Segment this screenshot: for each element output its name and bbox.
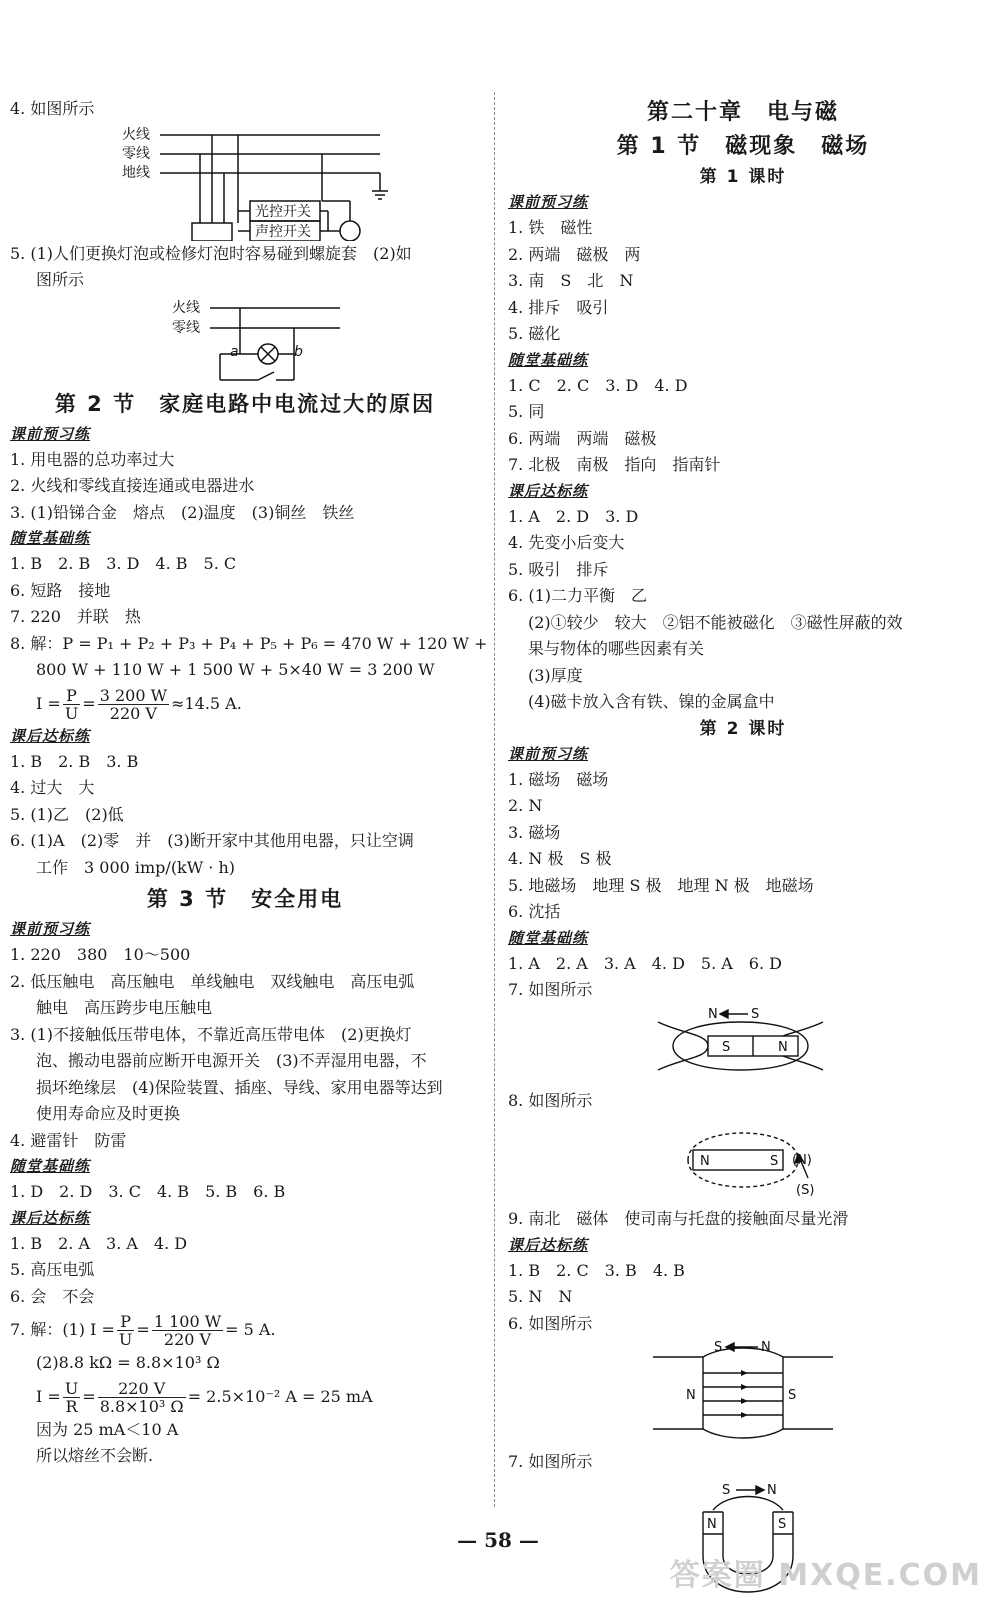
magnet-n-pole: N (778, 1039, 788, 1055)
l1-after-label: 课后达标练 (508, 481, 589, 500)
numerator: 1 100 W (153, 1312, 222, 1331)
numerator: P (117, 1313, 134, 1331)
s3-pre-5: 泡、搬动电器前应断开电源开关 (3)不弄湿用电器，不 (36, 1051, 427, 1070)
chapter-title: 第二十章 电与磁 (646, 100, 839, 125)
s3-pre-2: 2. 低压触电 高压触电 单线触电 双线触电 高压电弧 (10, 971, 415, 991)
l2-pre-2: 2. N (508, 796, 543, 815)
question-4: 4. 如图所示 (10, 99, 95, 118)
s3-pre-3: 触电 高压跨步电压触电 (36, 998, 213, 1017)
fig1-ground-label: 地线 (122, 164, 150, 181)
question-7b: 7. 如图所示 (508, 1452, 593, 1471)
s2-pre-2: 2. 火线和零线直接连通或电器进水 (10, 476, 255, 495)
formula-result: = 5 A. (225, 1320, 276, 1339)
s2-class-label: 随堂基础练 (10, 529, 91, 547)
l2-pre-5: 5. 地磁场 地理 S 极 地理 N 极 地磁场 (508, 875, 814, 895)
needle-n: N (767, 1482, 777, 1498)
s3-after-label: 课后达标练 (10, 1208, 91, 1227)
fig2-live-label: 火线 (172, 299, 200, 316)
fraction (117, 1313, 134, 1348)
needle-s: S (714, 1340, 723, 1355)
l2-class-label: 随堂基础练 (508, 928, 589, 947)
question-5-line1: 5. (1)人们更换灯泡或检修灯泡时容易碰到螺旋套 (2)如 (10, 243, 412, 263)
denominator: 220 V (109, 703, 157, 723)
l2-pre-4: 4. N 极 S 极 (508, 849, 612, 868)
fig2-neutral-label: 零线 (172, 319, 200, 336)
formula-result: = 2.5×10⁻² A = 25 mA (187, 1386, 373, 1406)
l2-preview-label: 课前预习练 (508, 744, 589, 763)
l1-class-label: 随堂基础练 (508, 350, 589, 369)
s2-after-5: 工作 3 000 imp/(kW · h) (36, 857, 236, 877)
lesson-2-title: 第 2 课时 (699, 718, 787, 739)
s2-class-1: 1. B 2. B 3. D 4. B 5. C (10, 554, 237, 573)
l2-class-2: 7. 如图所示 (508, 980, 593, 999)
column-divider (494, 92, 495, 1507)
numerator: 220 V (98, 1380, 186, 1398)
s2-after-label: 课后达标练 (10, 726, 91, 745)
magnet-n-pole: N (700, 1154, 710, 1169)
fig2-point-a: a (230, 343, 239, 360)
l1-after-1: 1. A 2. D 3. D (508, 506, 639, 526)
compass-s-label: (S) (796, 1183, 815, 1198)
l2-class-1: 1. A 2. A 3. A 4. D 5. A 6. D (508, 953, 782, 973)
fig2-point-b: b (294, 343, 303, 360)
needle-n: N (708, 1006, 718, 1022)
formula-lhs: 7. 解：(1) I = (10, 1320, 115, 1339)
l1-after-2: 4. 先变小后变大 (508, 533, 625, 552)
s2-class-3: 7. 220 并联 热 (10, 607, 141, 626)
horseshoe-s-pole: S (778, 1516, 787, 1532)
section-1-title: 第 1 节 磁现象 磁场 (616, 134, 870, 159)
s2-pre-1: 1. 用电器的总功率过大 (10, 449, 175, 469)
horseshoe-n-pole: N (707, 1516, 717, 1532)
fig1-sound-switch: 声控开关 (255, 223, 311, 240)
l1-class-3: 6. 两端 两端 磁极 (508, 428, 657, 448)
l1-pre-4: 4. 排斥 吸引 (508, 297, 609, 317)
fraction (98, 687, 169, 722)
section-3-title: 第 3 节 安全用电 (146, 887, 344, 911)
s3-mid: (2)8.8 kΩ = 8.8×10³ Ω (36, 1353, 220, 1372)
s3-class-label: 随堂基础练 (10, 1157, 91, 1175)
s2-after-3: 5. (1)乙 (2)低 (10, 804, 124, 824)
l1-preview-label: 课前预习练 (508, 193, 589, 211)
s2-class-4: 8. 解：P = P₁ + P₂ + P₃ + P₄ + P₅ + P₆ = 470 W + 120 W + (10, 633, 488, 653)
s2-after-4: 6. (1)A (2)零 并 (3)断开家中其他用电器，只让空调 (10, 831, 414, 850)
s3-pre-8: 4. 避雷针 防雷 (10, 1130, 127, 1150)
s3-after-3: 6. 会 不会 (10, 1286, 95, 1306)
equals: = (136, 1320, 150, 1339)
denominator: 8.8×10³ Ω (99, 1396, 184, 1416)
denominator: U (118, 1330, 133, 1349)
fraction (98, 1380, 186, 1415)
l2-pre-6: 6. 沈括 (508, 902, 561, 921)
fraction (63, 687, 80, 722)
l1-after-8: (4)磁卡放入含有铁、镍的金属盒中 (528, 692, 775, 711)
s2-after-1: 1. B 2. B 3. B (10, 751, 139, 771)
s2-pre-3: 3. (1)铅锑合金 熔点 (2)温度 (3)铜丝 铁丝 (10, 502, 355, 522)
section-2-title: 第 2 节 家庭电路中电流过大的原因 (54, 391, 436, 416)
needle-s: S (751, 1006, 760, 1022)
s3-end-2: 所以熔丝不会断. (36, 1446, 154, 1465)
l1-pre-1: 1. 铁 磁性 (508, 218, 593, 237)
l1-after-3: 5. 吸引 排斥 (508, 559, 609, 579)
question-5-line2: 图所示 (36, 270, 85, 289)
s3-formula-1 (10, 1310, 480, 1350)
denominator: U (64, 703, 79, 723)
l2-after-3: 6. 如图所示 (508, 1313, 593, 1333)
magnet-s-pole: S (770, 1154, 779, 1169)
left-column (10, 96, 488, 1470)
left-magnet-n-pole: N (686, 1388, 696, 1403)
s3-pre-6: 损坏绝缘层 (4)保险装置、插座、导线、家用电器等达到 (36, 1077, 443, 1097)
s2-formula (10, 684, 480, 724)
s3-after-2: 5. 高压电弧 (10, 1260, 95, 1279)
s3-pre-4: 3. (1)不接触低压带电体，不靠近高压带电体 (2)更换灯 (10, 1024, 412, 1044)
l1-after-4: 6. (1)二力平衡 乙 (508, 586, 648, 605)
s3-formula-2 (10, 1377, 480, 1417)
l1-class-1: 1. C 2. C 3. D 4. D (508, 375, 688, 395)
s3-preview-label: 课前预习练 (10, 920, 91, 938)
s3-end-1: 因为 25 mA＜10 A (36, 1419, 179, 1439)
l1-pre-5: 5. 磁化 (508, 324, 561, 343)
bar-magnet-field-diagram (508, 1004, 978, 1088)
l1-after-5: (2)①较少 较大 ②铝不能被磁化 ③磁性屏蔽的效 (528, 612, 903, 632)
l1-after-7: (3)厚度 (528, 665, 583, 685)
numerator: P (63, 687, 80, 705)
denominator: 220 V (163, 1330, 212, 1349)
l1-pre-3: 3. 南 S 北 N (508, 271, 634, 290)
l2-after-2: 5. N N (508, 1287, 573, 1306)
s3-pre-7: 使用寿命应及时更换 (36, 1104, 181, 1123)
l2-pre-1: 1. 磁场 磁场 (508, 769, 609, 789)
equals: = (82, 693, 96, 713)
s2-preview-label: 课前预习练 (10, 424, 91, 443)
fraction (152, 1313, 223, 1348)
fig1-neutral-label: 零线 (122, 145, 150, 162)
fraction (63, 1380, 80, 1415)
equals: = (82, 1386, 96, 1406)
s2-after-2: 4. 过大 大 (10, 778, 95, 797)
fig1-light-switch: 光控开关 (255, 203, 311, 220)
s3-pre-1: 1. 220 380 10～500 (10, 945, 191, 964)
formula-lhs: I = (36, 693, 61, 713)
compass-n-label: (N) (792, 1153, 812, 1168)
right-magnet-s-pole: S (788, 1388, 797, 1403)
formula-result: ≈14.5 A. (171, 693, 242, 713)
numerator: 3 200 W (99, 685, 168, 705)
s3-class-1: 1. D 2. D 3. C 4. B 5. B 6. B (10, 1182, 286, 1201)
s3-after-1: 1. B 2. A 3. A 4. D (10, 1233, 188, 1253)
l2-pre-3: 3. 磁场 (508, 822, 561, 842)
needle-s: S (722, 1482, 731, 1498)
denominator: R (65, 1396, 78, 1416)
page-number: — 58 — (457, 1528, 539, 1552)
l1-class-4: 7. 北极 南极 指向 指南针 (508, 455, 721, 474)
opposite-poles-field-diagram (508, 1337, 978, 1449)
l1-class-2: 5. 同 (508, 402, 545, 421)
l1-pre-2: 2. 两端 磁极 两 (508, 244, 641, 264)
watermark: 答案圈 MXQE.COM (669, 1558, 982, 1593)
formula-lhs: I = (36, 1386, 61, 1406)
magnet-compass-diagram (508, 1114, 978, 1206)
l2-after-label: 课后达标练 (508, 1235, 589, 1254)
magnet-s-pole: S (722, 1039, 731, 1055)
circuit-diagram-1 (10, 123, 480, 241)
l1-after-6: 果与物体的哪些因素有关 (528, 639, 705, 658)
question-9: 9. 南北 磁体 使司南与托盘的接触面尽量光滑 (508, 1209, 849, 1228)
right-column (508, 96, 978, 1594)
question-8: 8. 如图所示 (508, 1090, 593, 1110)
fig1-live-label: 火线 (122, 126, 150, 143)
s2-class-2: 6. 短路 接地 (10, 580, 111, 600)
lesson-1-title: 第 1 课时 (699, 167, 787, 187)
needle-n: N (761, 1340, 771, 1355)
l2-after-1: 1. B 2. C 3. B 4. B (508, 1260, 685, 1280)
numerator: U (64, 1378, 79, 1398)
s2-class-5: 800 W + 110 W + 1 500 W + 5×40 W = 3 200 W (36, 660, 435, 679)
circuit-diagram-2 (10, 294, 480, 386)
